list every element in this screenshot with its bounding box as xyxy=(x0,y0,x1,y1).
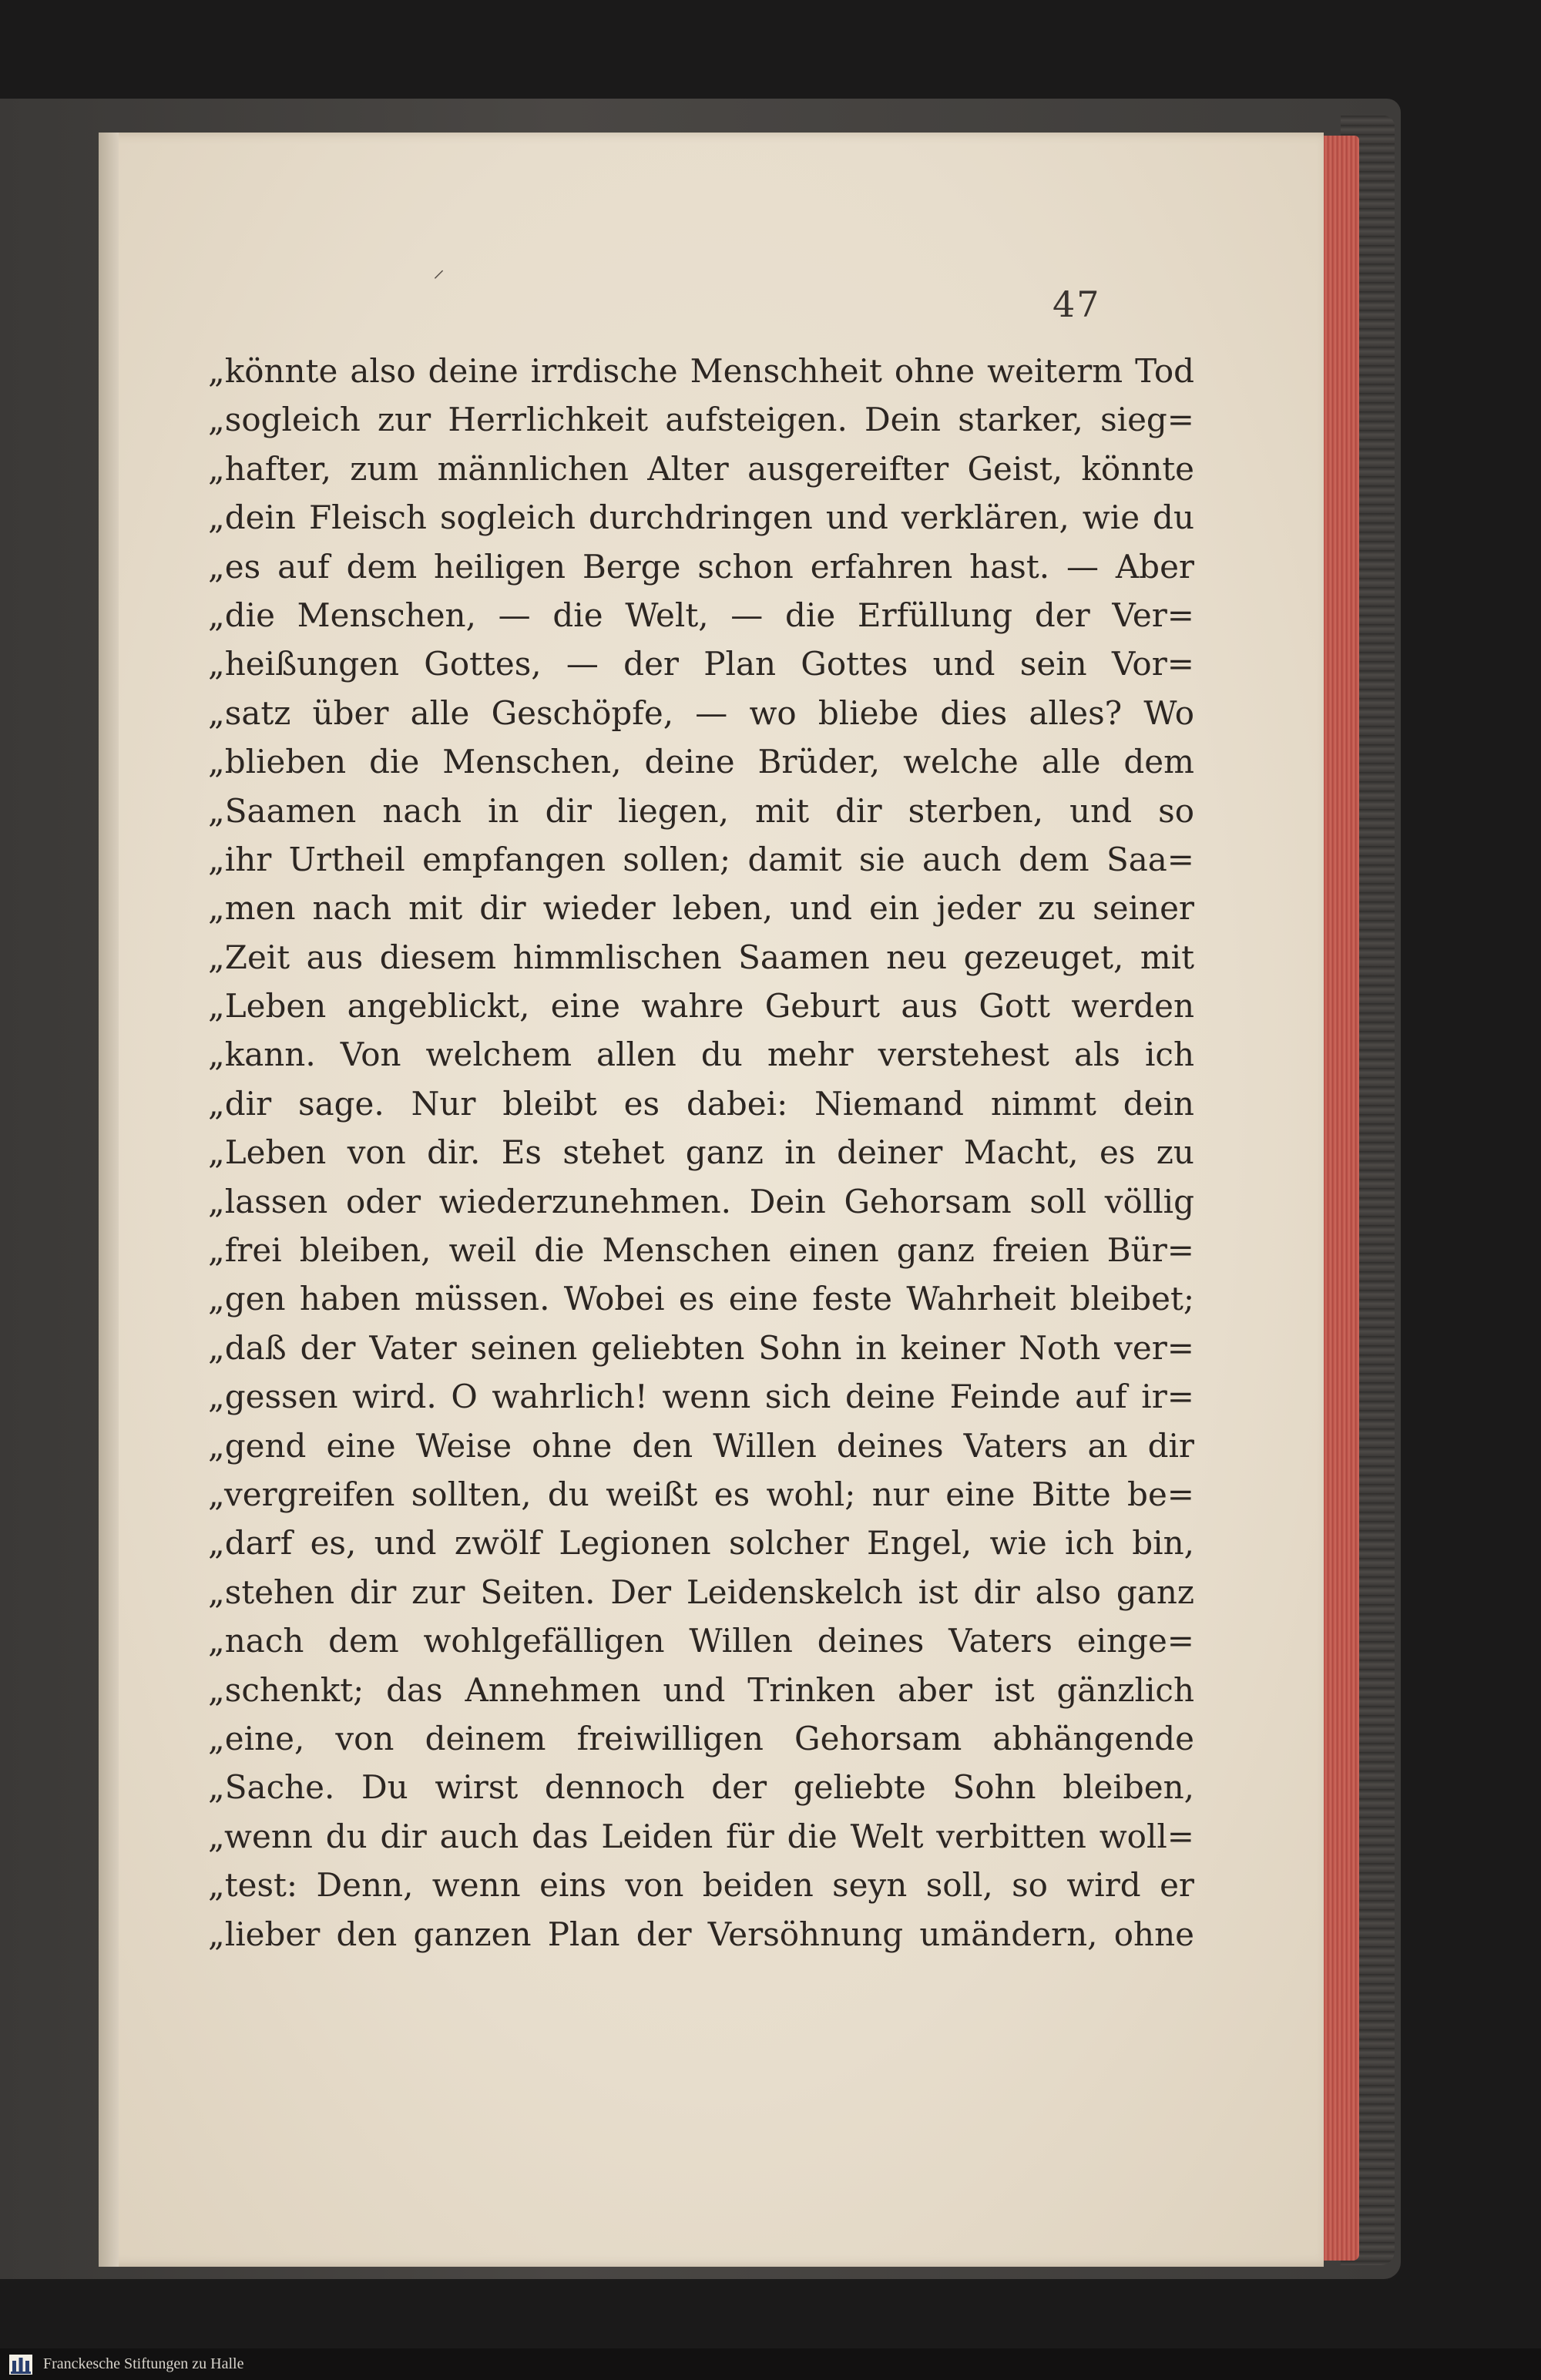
page-text xyxy=(208,347,1194,1959)
text-line: „daß der Vater seinen geliebten Sohn in keiner Noth ver= xyxy=(208,1328,1194,1367)
text-line: „ihr Urtheil empfangen sollen; damit sie auch dem Saa= xyxy=(208,840,1194,878)
text-line: „dir sage. Nur bleibt es dabei: Niemand nimmt dein xyxy=(208,1084,1194,1123)
text-line: „heißungen Gottes, — der Plan Gottes und sein Vor= xyxy=(208,645,1194,683)
text-line: „sogleich zur Herrlichkeit aufsteigen. Dein starker, sieg= xyxy=(208,401,1194,439)
text-line: „Saamen nach in dir liegen, mit dir sterben, und so xyxy=(208,791,1194,830)
text-line: „vergreifen sollten, du weißt es wohl; nur eine Bitte be= xyxy=(208,1475,1194,1513)
text-line: „Leben angeblickt, eine wahre Geburt aus Gott werden xyxy=(208,987,1194,1026)
text-line: „satz über alle Geschöpfe, — wo bliebe dies alles? Wo xyxy=(208,693,1194,732)
text-line: „dein Fleisch sogleich durchdringen und verklären, wie du xyxy=(208,498,1194,537)
institution-logo-icon xyxy=(8,2351,34,2378)
text-line: „lieber den ganzen Plan der Versöhnung umändern, ohne xyxy=(208,1915,1194,1953)
ink-mark: ⸍ xyxy=(433,266,445,293)
text-line: „stehen dir zur Seiten. Der Leidenskelch ist dir also ganz xyxy=(208,1573,1194,1611)
page-gutter xyxy=(99,133,119,2267)
footer-credit: Franckesche Stiftungen zu Halle xyxy=(43,2355,244,2372)
text-line: „test: Denn, wenn eins von beiden seyn soll, so wird er xyxy=(208,1866,1194,1905)
text-line: „men nach mit dir wieder leben, und ein jeder zu seiner xyxy=(208,889,1194,928)
text-line: „gen haben müssen. Wobei es eine feste Wahrheit bleibet; xyxy=(208,1280,1194,1318)
text-line: „gend eine Weise ohne den Willen deines Vaters an dir xyxy=(208,1426,1194,1465)
text-line: „Leben von dir. Es stehet ganz in deiner Macht, es zu xyxy=(208,1133,1194,1172)
text-line: „frei bleiben, weil die Menschen einen ganz freien Bür= xyxy=(208,1231,1194,1270)
text-line: „die Menschen, — die Welt, — die Erfüllung der Ver= xyxy=(208,596,1194,634)
text-line: „wenn du dir auch das Leiden für die Welt verbitten woll= xyxy=(208,1817,1194,1855)
text-line: „hafter, zum männlichen Alter ausgereifter Geist, könnte xyxy=(208,449,1194,488)
text-line: „nach dem wohlgefälligen Willen deines Vaters einge= xyxy=(208,1622,1194,1660)
page-number: 47 xyxy=(1053,284,1101,325)
book-page xyxy=(99,133,1324,2267)
text-line: „kann. Von welchem allen du mehr verstehest als ich xyxy=(208,1036,1194,1074)
text-line: „es auf dem heiligen Berge schon erfahren hast. — Aber xyxy=(208,547,1194,586)
text-line: „schenkt; das Annehmen und Trinken aber ist gänzlich xyxy=(208,1670,1194,1709)
text-line: „darf es, und zwölf Legionen solcher Engel, wie ich bin, xyxy=(208,1524,1194,1563)
text-line: „gessen wird. O wahrlich! wenn sich deine Feinde auf ir= xyxy=(208,1378,1194,1416)
text-line: „blieben die Menschen, deine Brüder, welche alle dem xyxy=(208,743,1194,781)
text-line: „lassen oder wiederzunehmen. Dein Gehorsam soll völlig xyxy=(208,1182,1194,1220)
text-line: „eine, von deinem freiwilligen Gehorsam abhängende xyxy=(208,1719,1194,1757)
text-line: „könnte also deine irrdische Menschheit ohne weiterm Tod xyxy=(208,352,1194,390)
text-line: „Zeit aus diesem himmlischen Saamen neu gezeuget, mit xyxy=(208,938,1194,976)
text-line: „Sache. Du wirst dennoch der geliebte Sohn bleiben, xyxy=(208,1768,1194,1807)
